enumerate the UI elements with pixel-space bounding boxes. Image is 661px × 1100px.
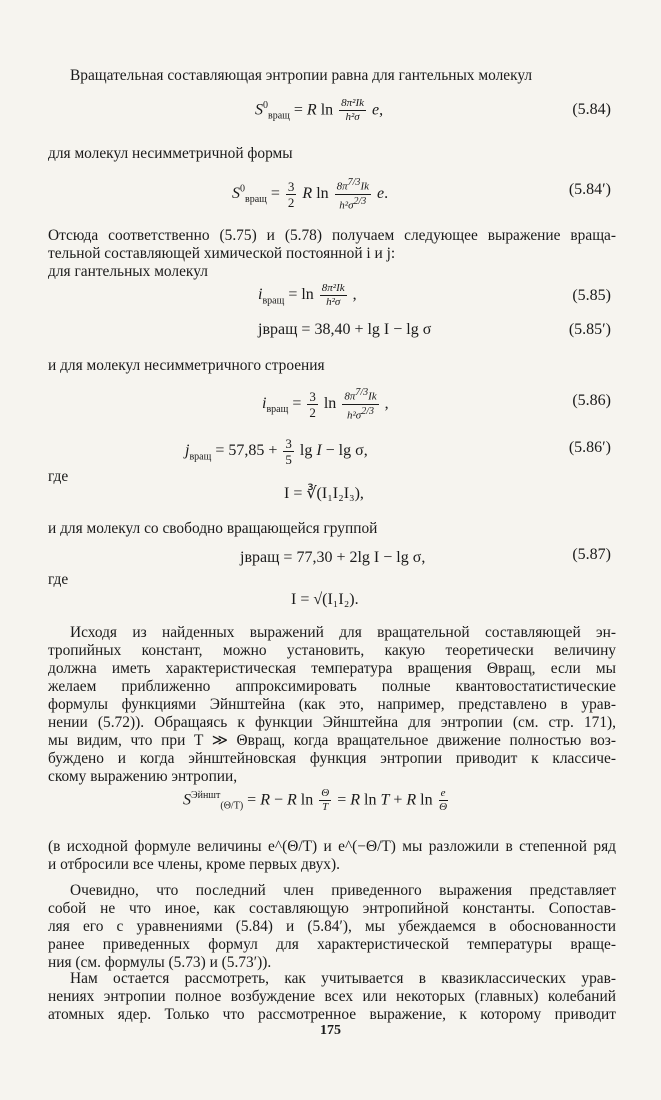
text-line: (в исходной формуле величины e^(Θ/T) и e^(−Θ/T) мы разложили в степенной ряд [48, 838, 616, 855]
text-line: собой не что иное, как составляющую энтропийной константы. Сопостав- [48, 900, 616, 917]
text-line: тропийных констант, можно установить, какую теоретически величину [48, 642, 616, 659]
text-line: Исходя из найденных выражений для вращательной составляющей эн- [70, 624, 616, 641]
text-line: ранее приведенных формул для характеристической температуры враще- [48, 936, 616, 953]
text-line: нениях энтропии полное возбуждение всех или некоторых (главных) колебаний [48, 988, 616, 1005]
equation-number: (5.85′) [568, 321, 611, 338]
text-line: для гантельных молекул [48, 263, 208, 280]
equation-5-86-prime: $j_{вращ} = 57,85$ + $\frac{3}{5}$ lg I − lg σ, [185, 436, 368, 467]
text-line: Очевидно, что последний член приведенного выражения представляет [70, 882, 616, 899]
text-line: и отбросили все члены, кроме первых двух). [48, 856, 340, 873]
equation-5-87: jвращ = 77,30 + 2lg I − lg σ, [240, 549, 426, 566]
text-line: тельной составляющей химической постоянной i и j: [48, 245, 396, 262]
text-line: нении (5.72)). Обращаясь к функции Эйнштейна для энтропии (см. стр. 171), [48, 714, 616, 731]
text-line: Нам остается рассмотреть, как учитывается в квазиклассических урав- [70, 970, 616, 987]
equation-mean-moment-2: I = √(I₁I₂). [291, 591, 359, 608]
equation-einstein-entropy: $S^{Эйншт}_{(\Theta/T)} = R - R$ ln $\frac{\Theta}{T}$ = R ln T + R ln $\frac{e}{\Theta}$ [183, 787, 448, 814]
equation-number: (5.86) [572, 392, 611, 409]
equation-mean-moment-3: I = ∛(I₁I₂I₃), [284, 485, 364, 502]
text-line: должна иметь характеристическая температура вращения Θвращ, если мы [48, 660, 616, 677]
text-line: ния (см. формулы (5.73) и (5.73′)). [48, 954, 272, 971]
text-line: Вращательная составляющая энтропии равна для гантельных молекул [70, 67, 533, 84]
text-line: где [48, 468, 69, 485]
text-line: скому выражению энтропии, [48, 768, 238, 785]
text-line: и для молекул несимметричного строения [48, 357, 325, 374]
equation-number: (5.86′) [568, 439, 611, 456]
page-number: 175 [320, 1023, 341, 1038]
text-line: и для молекул со свободно вращающейся группой [48, 520, 378, 537]
text-line: атомных ядер. Только что рассмотренное выражение, к которому приводит [48, 1006, 616, 1023]
equation-5-86: $i_{вращ}$ = $\frac{3}{2}$ ln $\frac{8\pi^{7/3}Ik}{h^2\sigma^{2/3}}$ , [262, 387, 389, 422]
equation-5-84: $S^0_{вращ} = R$ ln $\frac{\text{8π²Ik}}{\text{h²σ}}$ e, [255, 97, 384, 124]
text-line: Отсюда соответственно (5.75) и (5.78) получаем следующее выражение враща- [48, 227, 616, 244]
text-line: буждено и когда эйнштейновская функция энтропии приводит к классиче- [48, 750, 616, 767]
equation-5-85: $i_{вращ} = \ln$ $\frac{\text{8π²Ik}}{\text{h²σ}}$ , [258, 282, 357, 308]
text-line: ляя его с уравнениями (5.84) и (5.84′), мы убеждаемся в обоснованности [48, 918, 616, 935]
text-line: для молекул несимметричной формы [48, 145, 293, 162]
equation-number: (5.87) [572, 546, 611, 563]
text-line: мы видим, что при T ≫ Θвращ, когда вращательное движение полностью воз- [48, 732, 616, 749]
equation-number: (5.84′) [568, 181, 611, 198]
equation-5-84-prime: $S^0_{вращ}$ = $\frac{3}{2}$ R ln $\frac{8\pi^{7/3}Ik}{h^2\sigma^{2/3}}$ e. [232, 177, 389, 212]
equation-number: (5.85) [572, 287, 611, 304]
text-line: где [48, 571, 69, 588]
text-line: желаем приближенно аппроксимировать полные квантовостатистические [48, 678, 616, 695]
equation-5-85-prime: jвращ = 38,40 + lg I − lg σ [258, 321, 432, 338]
text-line: формулы функциями Эйнштейна (как это, например, представлено в урав- [48, 696, 616, 713]
equation-number: (5.84) [572, 101, 611, 118]
